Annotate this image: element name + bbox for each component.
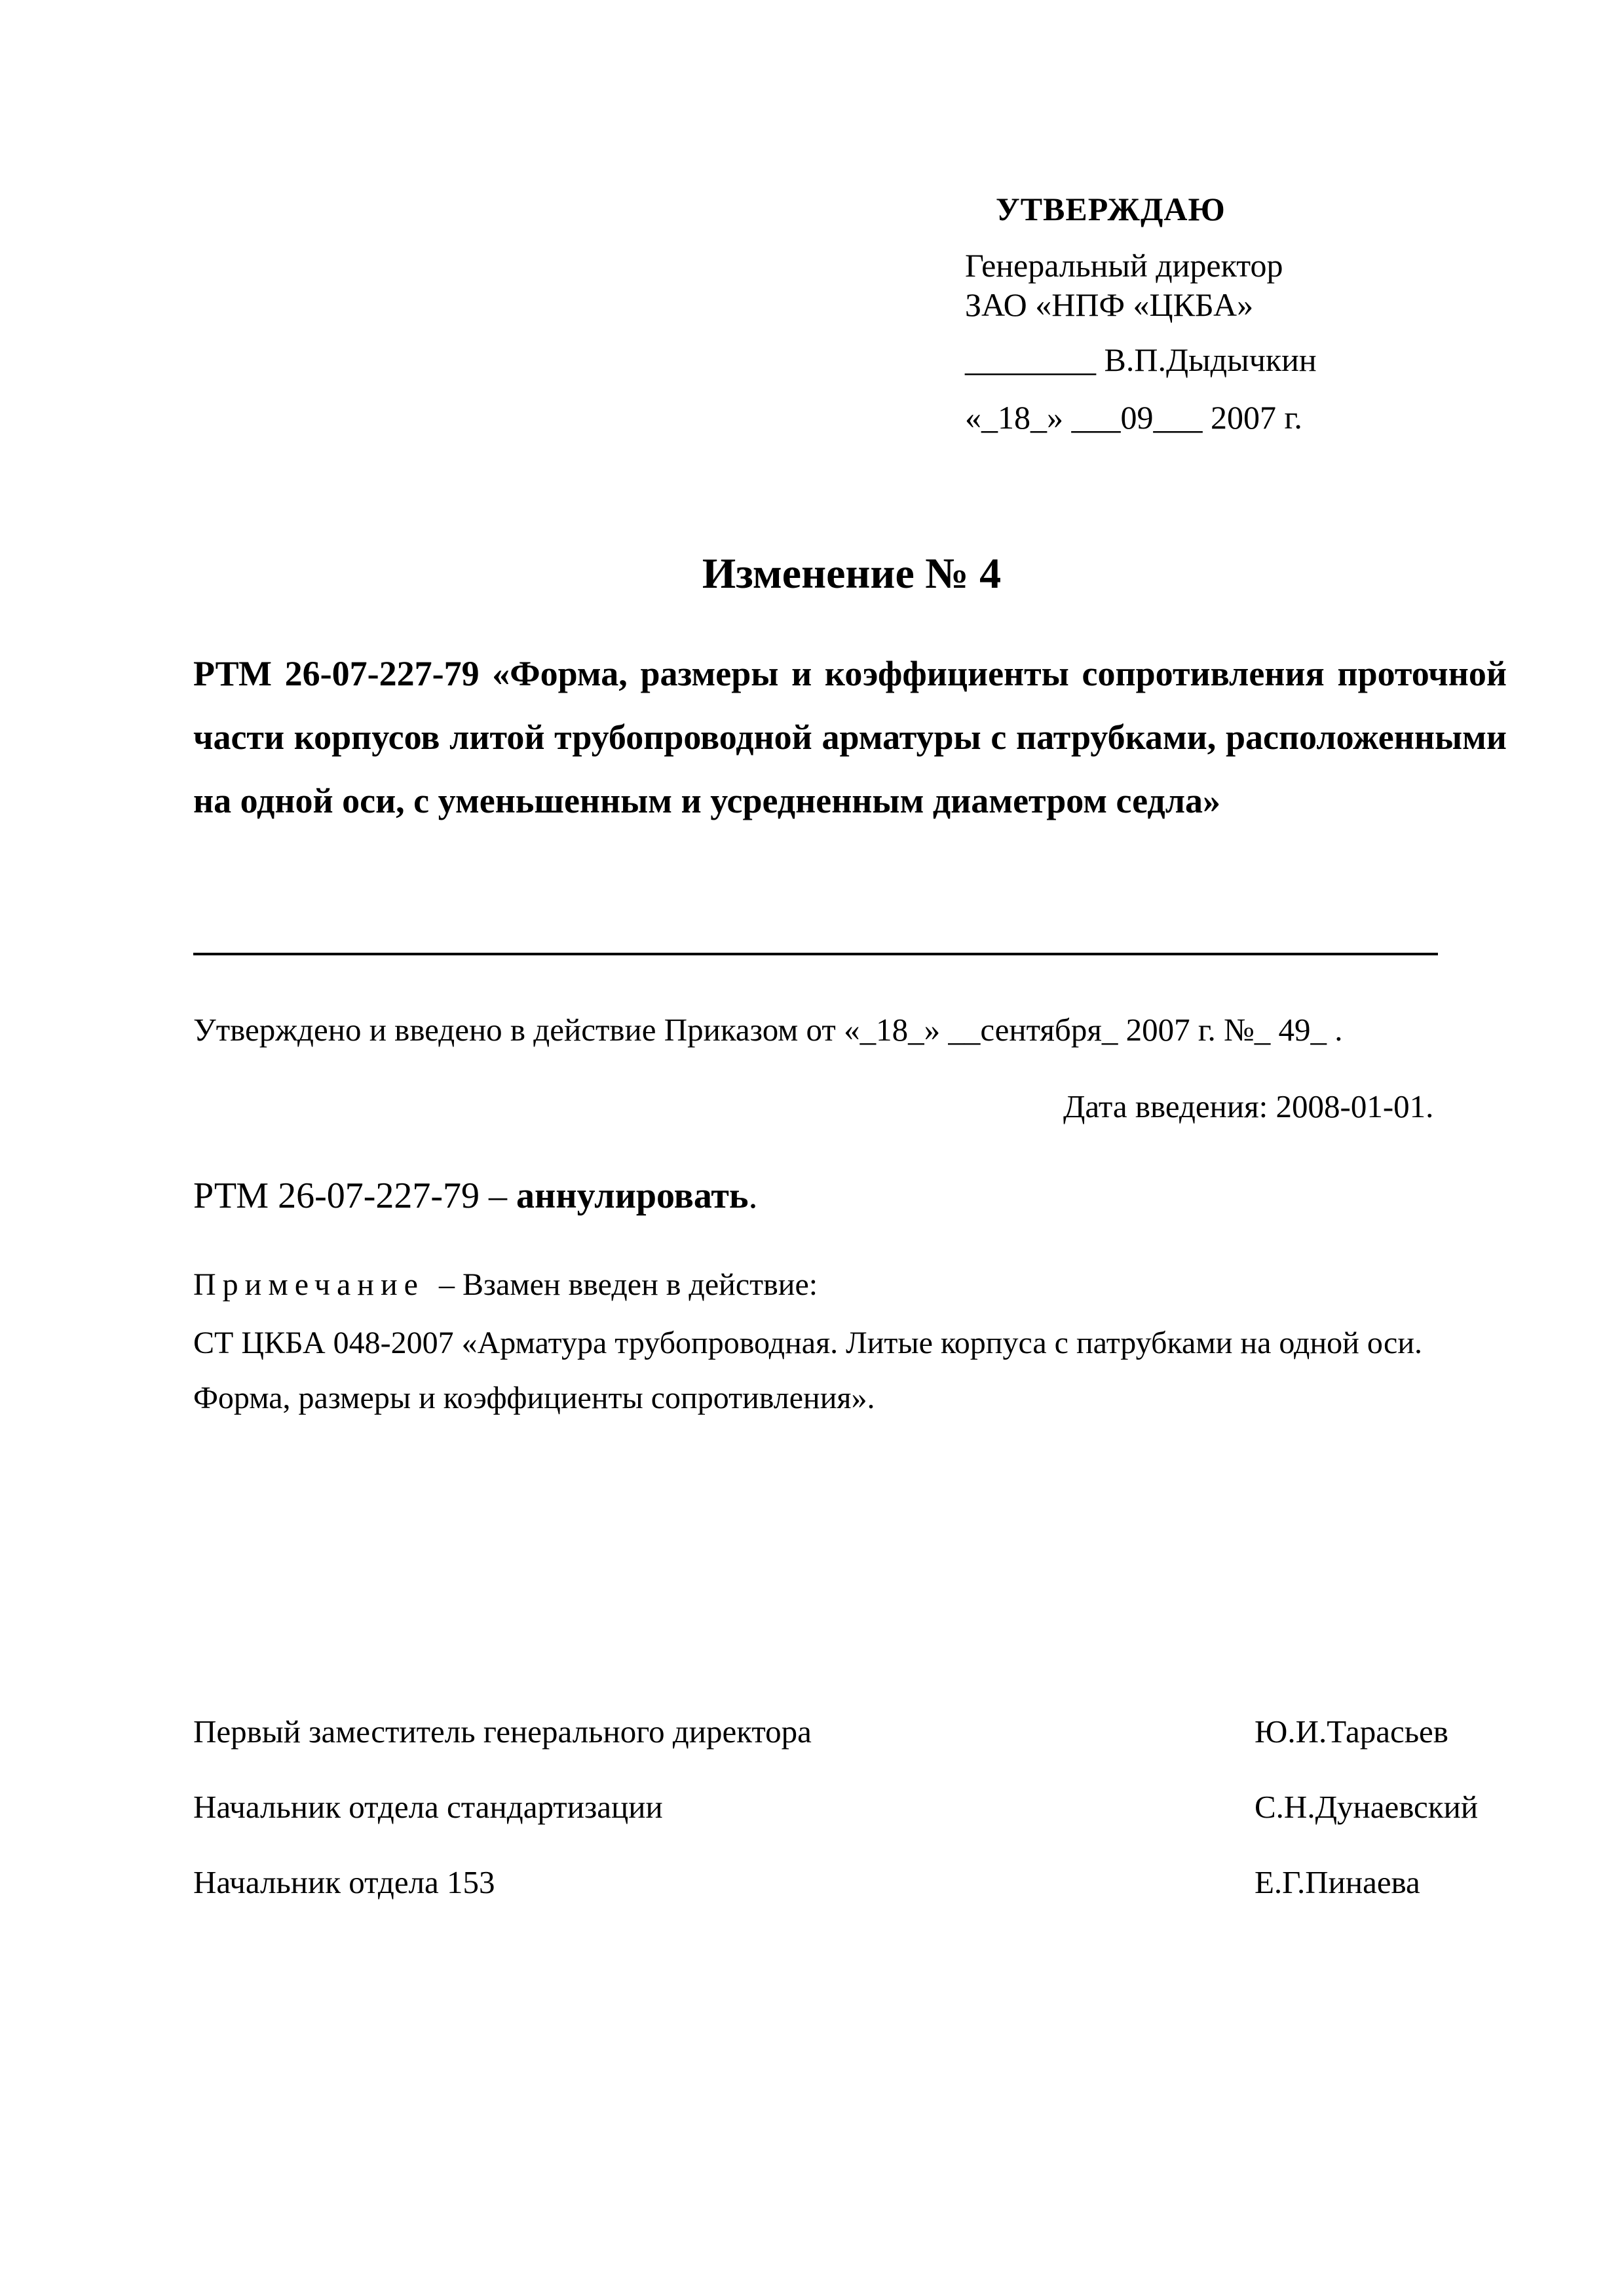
annul-action: аннулировать xyxy=(516,1176,749,1216)
note-replacement-line-1: СТ ЦКБА 048-2007 «Арматура трубопроводная. Литые корпуса с патрубками на одной оси. xyxy=(193,1326,1423,1360)
approval-date-line: «_18_» ___09___ 2007 г. xyxy=(965,399,1302,436)
signature-position: Начальник отдела 153 xyxy=(193,1864,495,1900)
signature-name: Ю.И.Тарасьев xyxy=(1255,1713,1448,1750)
document-subtitle: РТМ 26-07-227-79 «Форма, размеры и коэффициенты сопротивления проточной части корпусов литой трубопроводной арматуры с патрубками, расположенными на одной оси, с уменьшенным и усредненным диаметром седла» xyxy=(193,654,1507,820)
note-line xyxy=(193,1267,818,1303)
approval-signature-line: ________ В.П.Дыдычкин xyxy=(965,341,1317,378)
approval-organization: ЗАО «НПФ «ЦКБА» xyxy=(965,286,1254,323)
annulled-document: РТМ 26-07-227-79 – xyxy=(193,1176,508,1216)
approved-order-text: Утверждено и введено в действие Приказом от «_18_» __сентября_ 2007 г. №_ 49_ . xyxy=(193,1012,1343,1048)
page-title: Изменение № 4 xyxy=(702,550,1002,598)
signature-position: Первый заместитель генерального директора xyxy=(193,1713,812,1750)
annulment-line xyxy=(193,1175,758,1217)
approval-heading: УТВЕРЖДАЮ xyxy=(996,191,1226,227)
note-label: Примечание xyxy=(193,1267,425,1302)
signature-name: С.Н.Дунаевский xyxy=(1255,1789,1479,1825)
note-replacement-line-2: Форма, размеры и коэффициенты сопротивления». xyxy=(193,1381,875,1415)
annul-end: . xyxy=(748,1176,758,1216)
introduction-date: Дата введения: 2008-01-01. xyxy=(1063,1088,1434,1124)
horizontal-divider xyxy=(193,953,1438,955)
signature-name: Е.Г.Пинаева xyxy=(1255,1864,1420,1900)
note-intro: – Взамен введен в действие: xyxy=(438,1267,818,1302)
signature-position: Начальник отдела стандартизации xyxy=(193,1789,663,1825)
approval-position: Генеральный директор xyxy=(965,247,1283,284)
